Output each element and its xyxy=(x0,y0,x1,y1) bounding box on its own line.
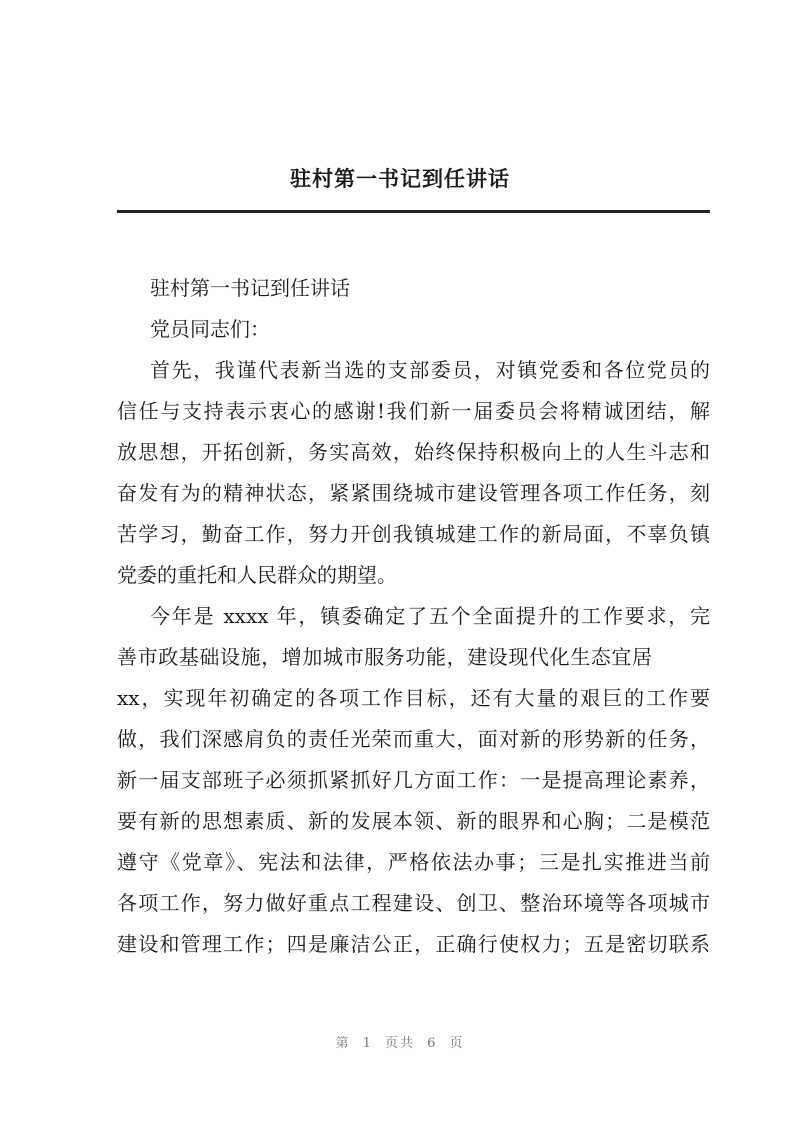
document-title: 驻村第一书记到任讲话 xyxy=(290,167,510,191)
body-line: 做，我们深感肩负的责任光荣而重大，面对新的形势新的任务， xyxy=(117,727,710,751)
body-line: 善市政基础设施，增加城市服务功能，建设现代化生态宜居 xyxy=(117,645,653,669)
body-line: 各项工作，努力做好重点工程建设、创卫、整治环境等各项城市 xyxy=(117,891,710,915)
page-number: 第 1 页共 6 页 xyxy=(335,1036,465,1051)
body-line: 遵守《党章》、宪法和法律，严格依法办事；三是扎实推进当前 xyxy=(117,850,710,874)
body-line: 奋发有为的精神状态，紧紧围绕城市建设管理各项工作任务，刻 xyxy=(117,481,710,505)
body-line: xx，实现年初确定的各项工作目标，还有大量的艰巨的工作要 xyxy=(117,686,710,710)
body-line: 要有新的思想素质、新的发展本领、新的眼界和心胸；二是模范 xyxy=(117,809,710,833)
body-line: 今年是 xxxx 年，镇委确定了五个全面提升的工作要求，完 xyxy=(150,604,710,628)
title-underline xyxy=(117,210,710,213)
body-line: 建设和管理工作；四是廉洁公正，正确行使权力；五是密切联系 xyxy=(117,932,710,956)
body-line: 放思想，开拓创新，务实高效，始终保持积极向上的人生斗志和 xyxy=(117,440,710,464)
body-line: 驻村第一书记到任讲话 xyxy=(150,276,350,300)
body-line: 苦学习，勤奋工作，努力开创我镇城建工作的新局面，不辜负镇 xyxy=(117,522,710,546)
body-line: 党委的重托和人民群众的期望。 xyxy=(117,563,397,587)
body-line: 党员同志们： xyxy=(150,317,270,341)
body-line: 信任与支持表示衷心的感谢!我们新一届委员会将精诚团结，解 xyxy=(117,399,710,423)
body-line: 新一届支部班子必须抓紧抓好几方面工作：一是提高理论素养， xyxy=(117,768,710,792)
body-line: 首先，我谨代表新当选的支部委员，对镇党委和各位党员的 xyxy=(150,358,710,382)
